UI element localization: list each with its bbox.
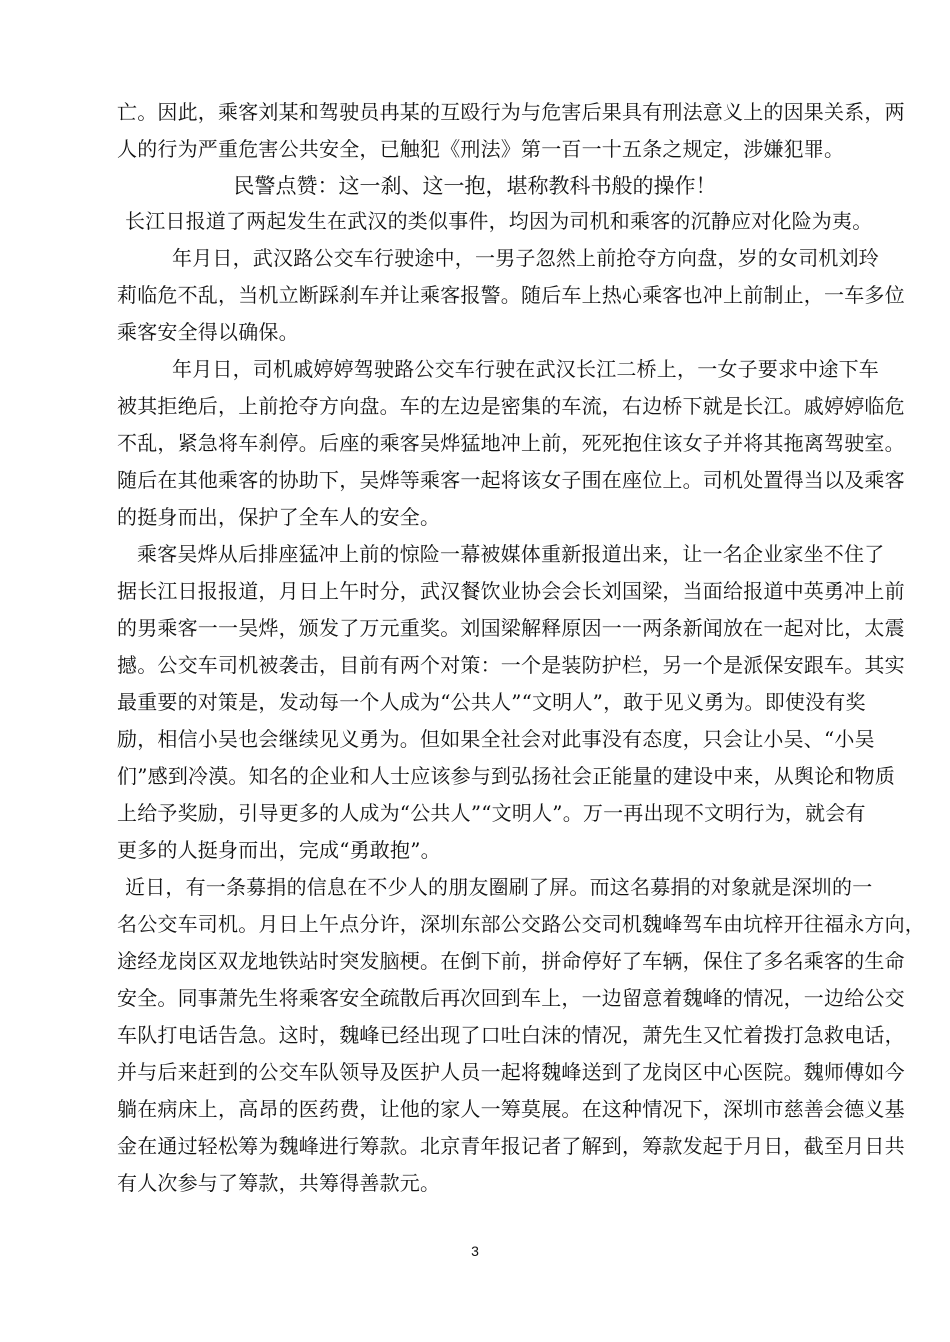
paragraph-line: 年月日，武汉路公交车行驶途中，一男子忽然上前抢夺方向盘，岁的女司机刘玲	[172, 246, 879, 270]
paragraph-line: 名公交车司机。月日上午点分许，深圳东部公交路公交司机魏峰驾车由坑梓开往福永方向，	[117, 912, 925, 936]
paragraph-line: 并与后来赶到的公交车队领导及医护人员一起将魏峰送到了龙岗区中心医院。魏师傅如今	[117, 1060, 905, 1084]
paragraph-line: 有人次参与了筹款，共筹得善款元。	[117, 1171, 441, 1195]
paragraph-line: 车队打电话告急。这时，魏峰已经出现了口吐白沫的情况，萧先生又忙着拨打急救电话，	[117, 1023, 905, 1047]
paragraph-line: 的挺身而出，保护了全车人的安全。	[117, 505, 441, 529]
paragraph-line: 躺在病床上，高昂的医药费，让他的家人一筹莫展。在这种情况下，深圳市慈善会德义基	[117, 1097, 905, 1121]
paragraph-line: 不乱，紧急将车刹停。后座的乘客吴烨猛地冲上前，死死抱住该女子并将其拖离驾驶室。	[117, 431, 905, 455]
paragraph-line: 们”感到冷漠。知名的企业和人士应该参与到弘扬社会正能量的建设中来，从舆论和物质	[117, 764, 896, 788]
paragraph-line: 安全。同事萧先生将乘客安全疏散后再次回到车上，一边留意着魏峰的情况，一边给公交	[117, 986, 905, 1010]
paragraph-line: 途经龙岗区双龙地铁站时突发脑梗。在倒下前，拼命停好了车辆，保住了多名乘客的生命	[117, 949, 905, 973]
paragraph-line: 人的行为严重危害公共安全，已触犯《刑法》第一百一十五条之规定，涉嫌犯罪。	[117, 137, 845, 161]
paragraph-line: 莉临危不乱，当机立断踩刹车并让乘客报警。随后车上热心乘客也冲上前制止，一车多位	[117, 283, 905, 307]
paragraph-line: 据长江日报报道，月日上午时分，武汉餐饮业协会会长刘国梁，当面给报道中英勇冲上前	[117, 579, 905, 603]
paragraph-line: 最重要的对策是，发动每一个人成为“公共人”“文明人”，敢于见义勇为。即使没有奖	[117, 690, 866, 714]
page-number: 3	[471, 1243, 479, 1259]
paragraph-line: 乘客吴烨从后排座猛冲上前的惊险一幕被媒体重新报道出来，让一名企业家坐不住了	[137, 542, 885, 566]
paragraph-line: 近日，有一条募捐的信息在不少人的朋友圈刷了屏。而这名募捐的对象就是深圳的一	[125, 875, 873, 899]
paragraph-line: 上给予奖励，引导更多的人成为“公共人”“文明人”。万一再出现不文明行为，就会有	[117, 801, 866, 825]
section-heading: 民警点赞：这一刹、这一抱，堪称教科书般的操作！	[233, 174, 717, 198]
paragraph-line: 长江日报道了两起发生在武汉的类似事件，均因为司机和乘客的沉静应对化险为夷。	[125, 209, 873, 233]
paragraph-line: 的男乘客一一吴烨，颁发了万元重奖。刘国梁解释原因一一两条新闻放在一起对比，太震	[117, 616, 905, 640]
paragraph-line: 乘客安全得以确保。	[117, 320, 299, 344]
paragraph-line: 撼。公交车司机被袭击，目前有两个对策：一个是装防护栏，另一个是派保安跟车。其实	[117, 653, 905, 677]
paragraph-line: 励，相信小吴也会继续见义勇为。但如果全社会对此事没有态度，只会让小吴、“小吴	[117, 727, 875, 751]
paragraph-line: 更多的人挺身而出，完成“勇敢抱”。	[117, 838, 441, 862]
paragraph-line: 年月日，司机戚婷婷驾驶路公交车行驶在武汉长江二桥上，一女子要求中途下车	[172, 357, 879, 381]
paragraph-line: 亡。因此，乘客刘某和驾驶员冉某的互殴行为与危害后果具有刑法意义上的因果关系，两	[117, 100, 905, 124]
paragraph-line: 随后在其他乘客的协助下，吴烨等乘客一起将该女子围在座位上。司机处置得当以及乘客	[117, 468, 905, 492]
paragraph-line: 被其拒绝后，上前抢夺方向盘。车的左边是密集的车流，右边桥下就是长江。戚婷婷临危	[117, 394, 905, 418]
paragraph-line: 金在通过轻松筹为魏峰进行筹款。北京青年报记者了解到，筹款发起于月日，截至月日共	[117, 1134, 905, 1158]
